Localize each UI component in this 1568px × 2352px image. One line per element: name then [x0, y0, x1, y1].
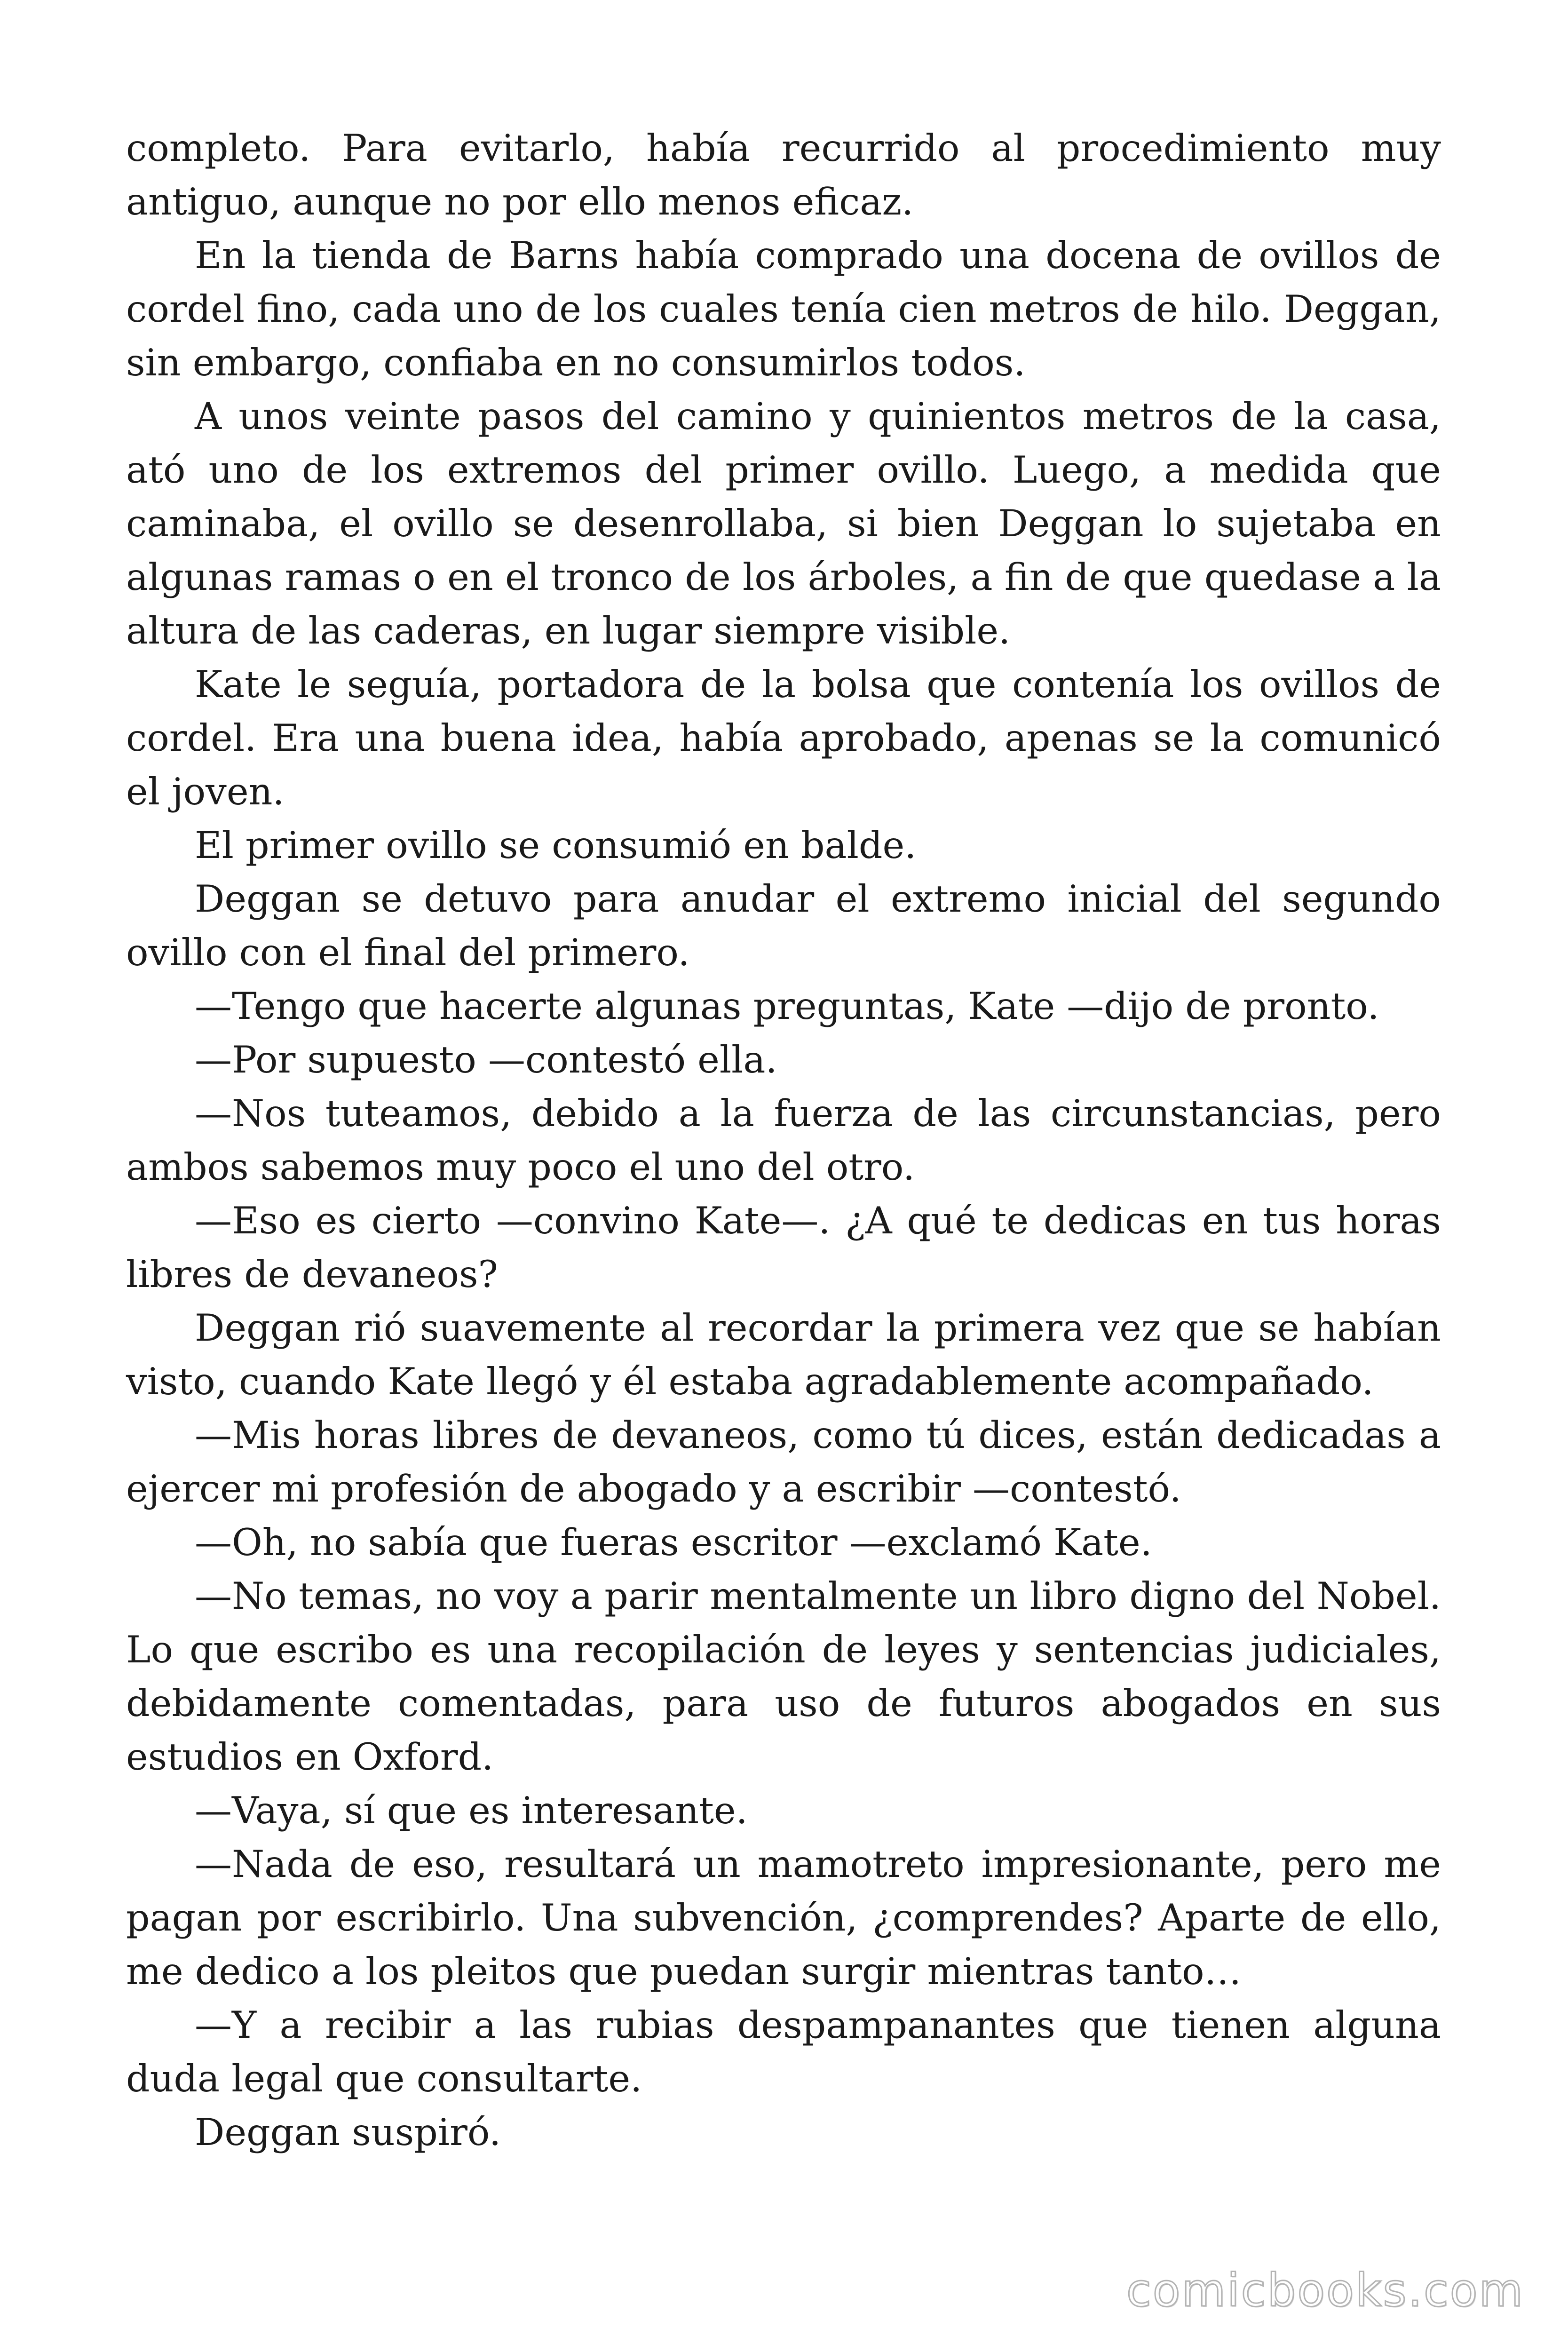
paragraph-5: Deggan se detuvo para anudar el extremo inicial del segundo ovillo con el final del primero. — [126, 877, 1441, 974]
paragraph-4: El primer ovillo se consumió en balde. — [195, 824, 917, 867]
paragraph-3: Kate le seguía, portadora de la bolsa que contenía los ovillos de cordel. Era una buena idea, había aprobado, apenas se la comunicó el joven. — [126, 663, 1441, 813]
watermark-text: comicbooks.com — [1126, 2264, 1524, 2317]
paragraph-0: completo. Para evitarlo, había recurrido al procedimiento muy antiguo, aunque no por ello menos eficaz. — [126, 127, 1441, 223]
paragraph-7: —Por supuesto —contestó ella. — [195, 1038, 777, 1081]
paragraph-6: —Tengo que hacerte algunas preguntas, Kate —dijo de pronto. — [195, 985, 1379, 1028]
paragraph-15: —Nada de eso, resultará un mamotreto impresionante, pero me pagan por escribirlo. Una subvención, ¿comprendes? Aparte de ello, me dedico a los pleitos que puedan surgir mientras tanto… — [126, 1843, 1441, 1993]
paragraph-8: —Nos tuteamos, debido a la fuerza de las circunstancias, pero ambos sabemos muy poco el uno del otro. — [126, 1092, 1441, 1189]
paragraph-2: A unos veinte pasos del camino y quinientos metros de la casa, ató uno de los extremos del primer ovillo. Luego, a medida que caminaba, el ovillo se desenrollaba, si bien Deggan lo sujetaba en algunas ramas o en el tronco de los árboles, a fin de que quedase a la altura de las caderas, en lugar siempre visible. — [126, 395, 1441, 652]
page-body — [126, 121, 1441, 2159]
paragraph-10: Deggan rió suavemente al recordar la primera vez que se habían visto, cuando Kate llegó y él estaba agradablemente acompañado. — [126, 1306, 1441, 1403]
paragraph-16: —Y a recibir a las rubias despampanantes que tienen alguna duda legal que consultarte. — [126, 2003, 1441, 2100]
paragraph-13: —No temas, no voy a parir mentalmente un libro digno del Nobel. Lo que escribo es una recopilación de leyes y sentencias judiciales, debidamente comentadas, para uso de futuros abogados en sus estudios en Oxford. — [126, 1574, 1441, 1779]
paragraph-1: En la tienda de Barns había comprado una docena de ovillos de cordel fino, cada uno de los cuales tenía cien metros de hilo. Deggan, sin embargo, confiaba en no consumirlos todos. — [126, 234, 1441, 384]
paragraph-17: Deggan suspiró. — [195, 2111, 501, 2154]
paragraph-11: —Mis horas libres de devaneos, como tú dices, están dedicadas a ejercer mi profesión de abogado y a escribir —contestó. — [126, 1414, 1441, 1510]
paragraph-12: —Oh, no sabía que fueras escritor —exclamó Kate. — [195, 1521, 1152, 1564]
paragraph-9: —Eso es cierto —convino Kate—. ¿A qué te dedicas en tus horas libres de devaneos? — [126, 1199, 1441, 1296]
paragraph-14: —Vaya, sí que es interesante. — [195, 1789, 748, 1832]
